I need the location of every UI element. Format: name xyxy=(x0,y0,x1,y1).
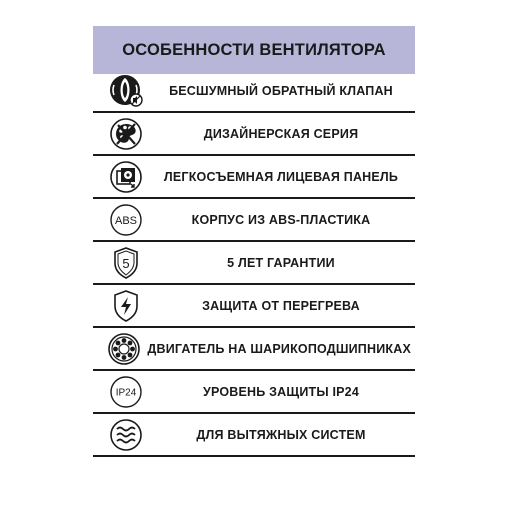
silent-check-valve-icon xyxy=(108,73,144,109)
feature-row xyxy=(93,371,415,414)
feature-row xyxy=(93,70,415,113)
svg-text:IP24: IP24 xyxy=(115,387,137,398)
feature-label: 5 ЛЕТ ГАРАНТИИ xyxy=(227,255,335,270)
feature-label: ДЛЯ ВЫТЯЖНЫХ СИСТЕМ xyxy=(196,427,366,442)
feature-label: ЛЕГКОСЪЕМНАЯ ЛИЦЕВАЯ ПАНЕЛЬ xyxy=(163,169,399,184)
feature-row xyxy=(93,156,415,199)
ip24-icon xyxy=(108,374,144,410)
feature-row xyxy=(93,242,415,285)
feature-label: ДВИГАТЕЛЬ НА ШАРИКОПОДШИПНИКАХ xyxy=(147,341,411,356)
feature-label: ДИЗАЙНЕРСКАЯ СЕРИЯ xyxy=(203,126,359,141)
exhaust-waves-icon xyxy=(108,417,144,453)
designer-palette-icon xyxy=(108,116,144,152)
ball-bearing-icon xyxy=(106,331,142,367)
feature-label: УРОВЕНЬ ЗАЩИТЫ IP24 xyxy=(203,384,359,399)
feature-row xyxy=(93,328,415,371)
overheat-protection-icon xyxy=(108,288,144,324)
header-banner xyxy=(93,26,415,74)
svg-text:5: 5 xyxy=(122,255,130,271)
feature-row xyxy=(93,285,415,328)
svg-text:ABS: ABS xyxy=(114,214,138,227)
page-title: ОСОБЕННОСТИ ВЕНТИЛЯТОРА xyxy=(122,40,386,59)
feature-row xyxy=(93,199,415,242)
feature-row xyxy=(93,414,415,457)
abs-icon xyxy=(108,202,144,238)
feature-list xyxy=(93,70,415,457)
feature-row xyxy=(93,113,415,156)
feature-label: КОРПУС ИЗ ABS-ПЛАСТИКА xyxy=(191,212,371,227)
feature-label: ЗАЩИТА ОТ ПЕРЕГРЕВА xyxy=(202,298,360,313)
warranty-shield-icon xyxy=(108,245,144,281)
removable-panel-icon xyxy=(108,159,144,195)
feature-label: БЕСШУМНЫЙ ОБРАТНЫЙ КЛАПАН xyxy=(169,83,393,98)
